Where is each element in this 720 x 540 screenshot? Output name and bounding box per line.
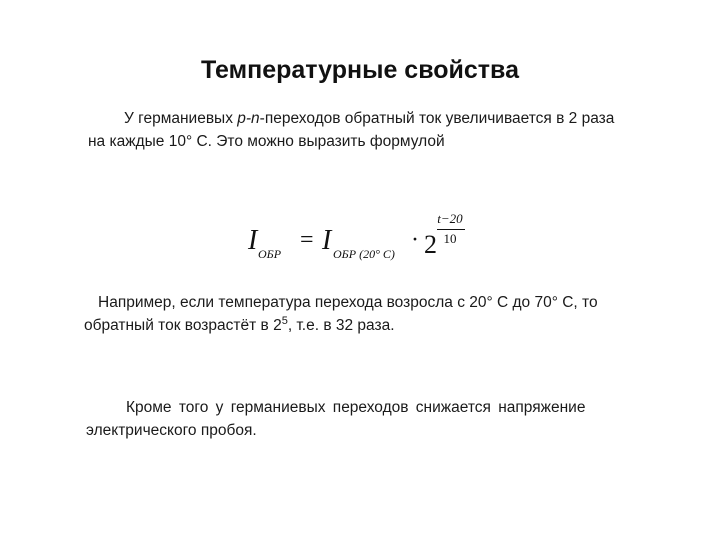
formula-equals: = — [300, 227, 314, 253]
formula-exponent-numerator: t−20 — [437, 211, 463, 226]
text-span: -переходов обратный ток увеличивается в 2 раза — [259, 110, 615, 127]
paragraph-line: электрического пробоя. — [86, 422, 257, 439]
formula-base: 2 — [424, 230, 437, 259]
slide-title: Температурные свойства — [201, 56, 519, 84]
pn-italic-text: p-n — [237, 110, 260, 127]
paragraph-germanium-reverse-current — [88, 107, 652, 153]
formula-rhs-subscript: ОБР (20° С) — [333, 247, 395, 261]
paragraph-line — [92, 107, 652, 130]
formula-dot: · — [411, 227, 419, 253]
formula-lhs-subscript: ОБР — [258, 247, 282, 261]
reverse-current-formula — [248, 213, 488, 273]
superscript: 5 — [281, 314, 288, 327]
paragraph-line: Например, если температура перехода возросла с 20° С до 70° С, то — [98, 294, 598, 311]
text-span: У германиевых — [124, 110, 238, 127]
paragraph-line: Кроме того у германиевых переходов снижается напряжение — [126, 399, 586, 416]
text-span: , т.е. в 32 раза. — [287, 317, 395, 334]
formula-lhs-symbol: I — [248, 225, 258, 256]
paragraph-breakdown-voltage — [86, 396, 646, 442]
paragraph-line: на каждые 10° С. Это можно выразить формулой — [88, 133, 445, 150]
text-span: обратный ток возрастёт в 2 — [84, 317, 282, 334]
formula-exponent-denominator: 10 — [443, 231, 457, 246]
paragraph-line — [84, 314, 644, 337]
formula-fraction-bar — [437, 229, 465, 230]
formula-rhs-symbol: I — [322, 225, 332, 256]
paragraph-example — [84, 291, 644, 337]
